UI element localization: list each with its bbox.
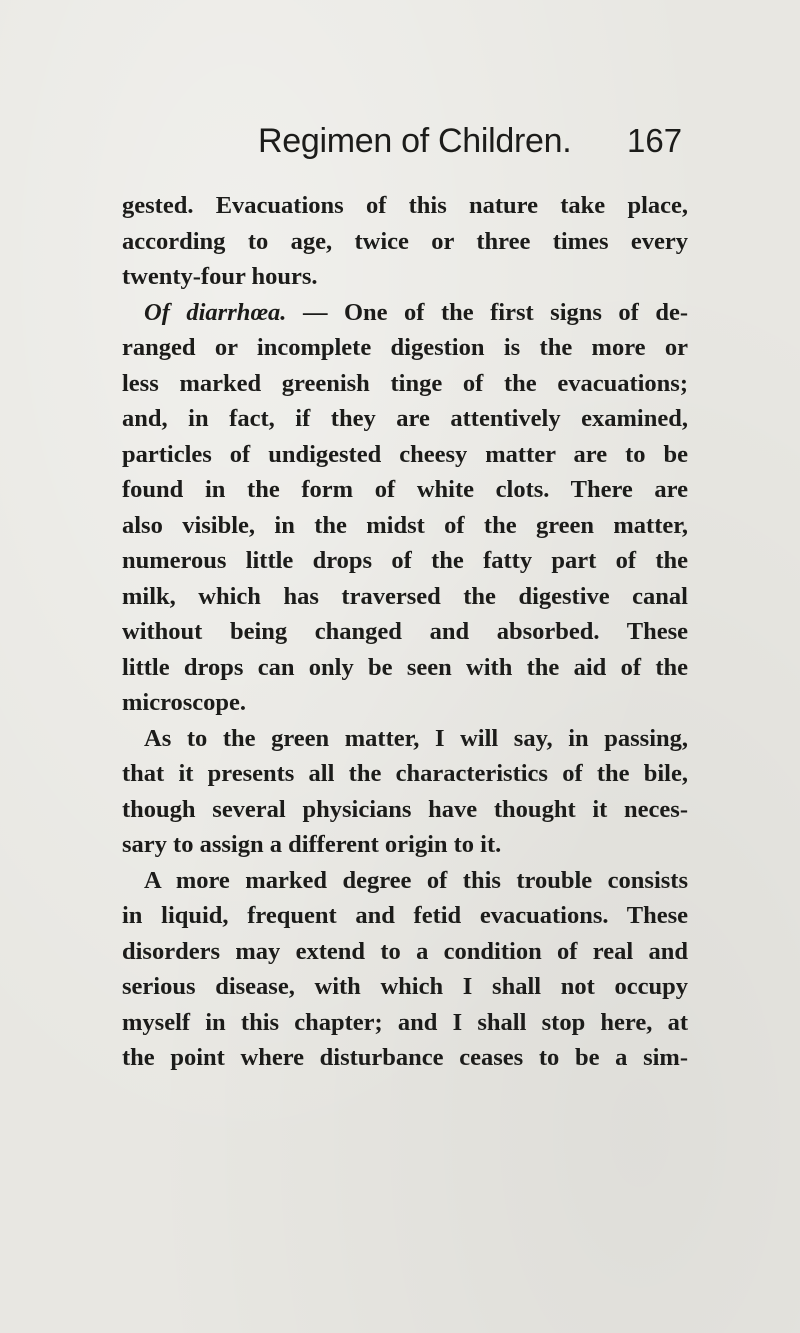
- running-title: Regimen of Children.: [258, 122, 572, 160]
- text-line-fragment: — One of the first signs of de-: [286, 298, 688, 326]
- text-line: in liquid, frequent and fetid evacuations. These: [122, 902, 688, 929]
- text-line: ranged or incomplete digestion is the more or: [122, 334, 688, 361]
- text-line: found in the form of white clots. There are: [122, 476, 688, 503]
- text-line: A more marked degree of this trouble consists: [144, 866, 688, 894]
- text-line: without being changed and absorbed. These: [122, 618, 688, 645]
- text-line: microscope.: [122, 689, 247, 716]
- text-line: less marked greenish tinge of the evacuations;: [122, 369, 688, 397]
- text-line: the point where disturbance ceases to be a sim-: [122, 1044, 688, 1071]
- text-line: though several physicians have thought it neces-: [122, 795, 688, 823]
- running-head: [258, 116, 683, 166]
- page-number: 167: [627, 122, 683, 159]
- text-line: As to the green matter, I will say, in passing,: [144, 724, 688, 752]
- text-line: according to age, twice or three times every: [122, 227, 688, 255]
- text-line: twenty-four hours.: [122, 263, 318, 290]
- text-line: also visible, in the midst of the green matter,: [122, 511, 688, 539]
- section-heading-line: [122, 295, 688, 331]
- text-line: milk, which has traversed the digestive canal: [122, 582, 688, 610]
- text-line: particles of undigested cheesy matter are to be: [122, 440, 688, 468]
- text-line: little drops can only be seen with the aid of the: [122, 653, 688, 681]
- body-text: [122, 188, 688, 1076]
- text-line: sary to assign a different origin to it.: [122, 831, 502, 858]
- text-line: gested. Evacuations of this nature take place,: [122, 192, 688, 219]
- text-line: that it presents all the characteristics of the bile,: [122, 760, 688, 787]
- text-line: numerous little drops of the fatty part of the: [122, 547, 688, 574]
- section-heading: Of diarrhœa.: [144, 298, 287, 326]
- text-line: serious disease, with which I shall not occupy: [122, 973, 688, 1000]
- text-line: and, in fact, if they are attentively examined,: [122, 405, 688, 432]
- text-line: myself in this chapter; and I shall stop here, at: [122, 1008, 688, 1036]
- text-line: disorders may extend to a condition of real and: [122, 937, 688, 965]
